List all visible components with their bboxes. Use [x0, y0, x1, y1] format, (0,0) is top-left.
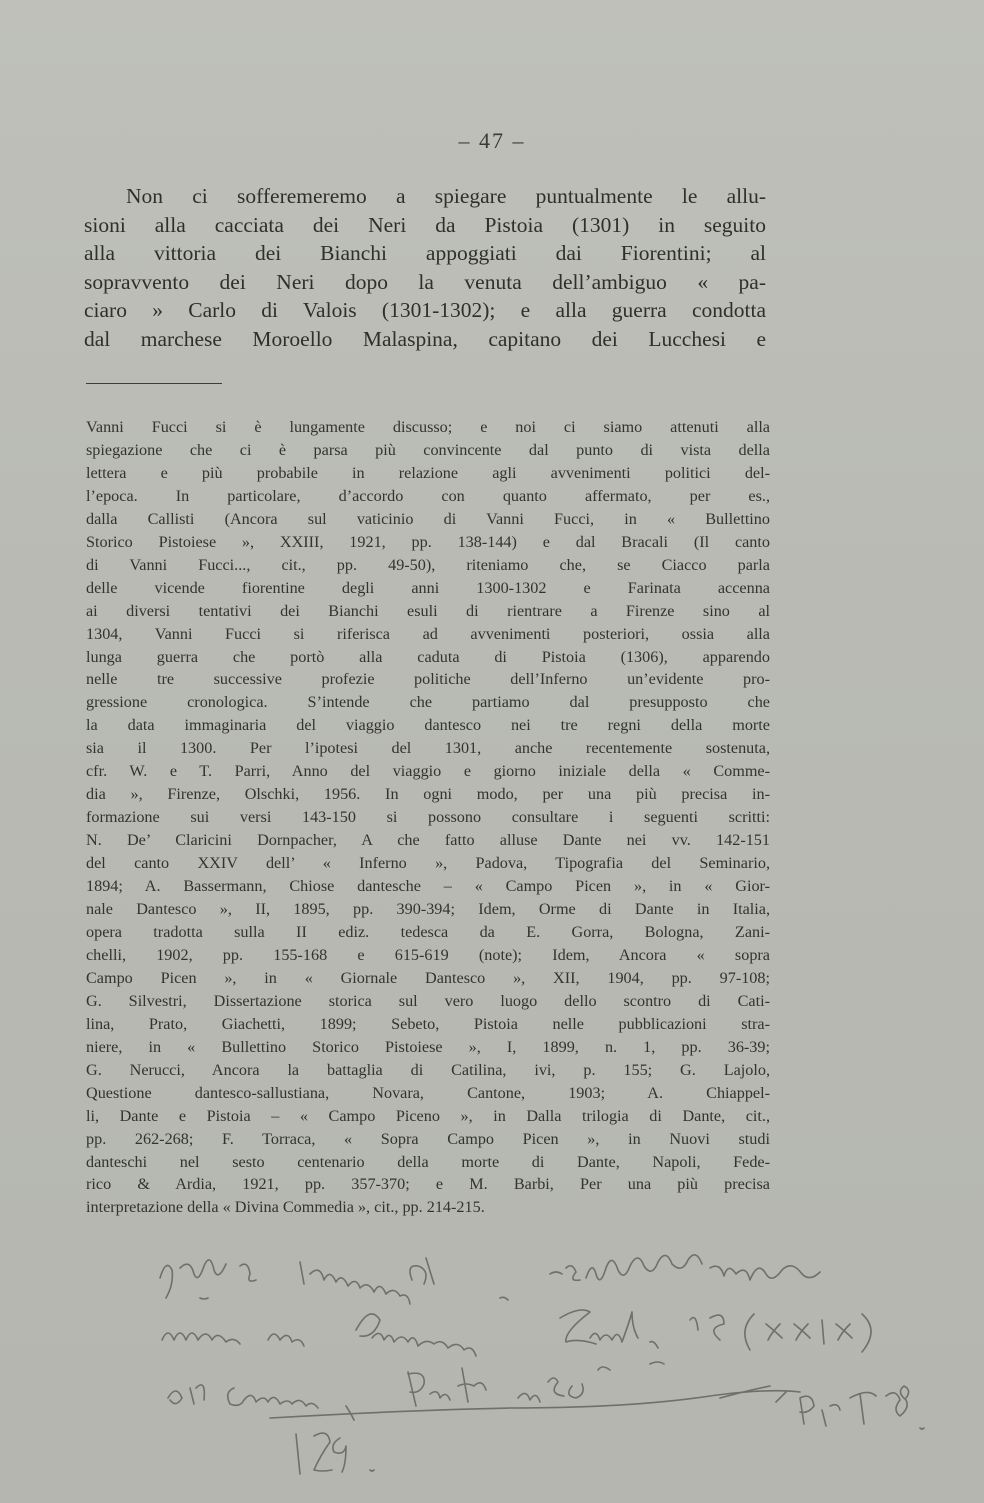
body-line: alla vittoria dei Bianchi appoggiati dai Fiorentini; al	[84, 241, 766, 266]
footnote-line: formazione sui versi 143-150 si possono consultare i seguenti scritti:	[86, 808, 770, 827]
footnote-line: nale Dantesco », II, 1895, pp. 390-394; Idem, Orme di Dante in Italia,	[86, 900, 770, 919]
footnote-line: G. Silvestri, Dissertazione storica sul vero luogo dello scontro di Cati-	[86, 991, 770, 1010]
footnote-line: lunga guerra che portò alla caduta di Pistoia (1306), apparendo	[86, 647, 770, 666]
footnote-line: cfr. W. e T. Parri, Anno del viaggio e giorno iniziale della « Comme-	[86, 762, 770, 781]
footnote-line: G. Nerucci, Ancora la battaglia di Catilina, ivi, p. 155; G. Lajolo,	[86, 1060, 770, 1079]
footnote-line: Vanni Fucci si è lungamente discusso; e noi ci siamo attenuti alla	[86, 418, 770, 436]
footnote-line: lina, Prato, Giachetti, 1899; Sebeto, Pistoia nelle pubblicazioni stra-	[86, 1014, 770, 1033]
footnote-line: Questione dantesco-sallustiana, Novara, Cantone, 1903; A. Chiappel-	[86, 1083, 770, 1102]
footnote-line: sia il 1300. Per l’ipotesi del 1301, anche recentemente sostenuta,	[86, 739, 770, 758]
footnote-line: ai diversi tentativi dei Bianchi esuli di rientrare a Firenze sino al	[86, 601, 770, 620]
page-number: – 47 –	[458, 128, 526, 153]
footnote-line: niere, in « Bullettino Storico Pistoiese », I, 1899, n. 1, pp. 36-39;	[86, 1037, 770, 1056]
footnote-line: li, Dante e Pistoia – « Campo Piceno », in Dalla trilogia di Dante, cit.,	[86, 1106, 770, 1125]
footnote-line: interpretazione della « Divina Commedia », cit., pp. 214-215.	[86, 1198, 485, 1217]
footnote-line: nelle tre successive profezie politiche dell’Inferno un’evidente pro-	[86, 670, 770, 689]
footnote-line: la data immaginaria del viaggio dantesco nei tre regni della morte	[86, 716, 770, 735]
footnote-line: danteschi nel sesto centenario della morte di Dante, Napoli, Fede-	[86, 1152, 770, 1171]
footnote-line: rico & Ardia, 1921, pp. 357-370; e M. Barbi, Per una più precisa	[86, 1175, 770, 1194]
footnote-line: dia », Firenze, Olschki, 1956. In ogni modo, per una più precisa in-	[86, 785, 770, 804]
footnote-line: dalla Callisti (Ancora sul vaticinio di Vanni Fucci, in « Bullettino	[86, 509, 770, 528]
footnote	[86, 416, 770, 1219]
footnote-line: Storico Pistoiese », XXIII, 1921, pp. 138-144) e dal Bracali (Il canto	[86, 532, 770, 551]
footnote-line: opera tradotta sulla II ediz. tedesca da E. Gorra, Bologna, Zani-	[86, 922, 770, 941]
handwriting-scribble	[150, 1238, 950, 1478]
footnote-line: Campo Picen », in « Giornale Dantesco », XII, 1904, pp. 97-108;	[86, 968, 770, 987]
handwritten-pencil-note	[150, 1238, 950, 1478]
body-paragraph	[84, 182, 766, 354]
footnote-line: N. De’ Claricini Dornpacher, A che fatto alluse Dante nei vv. 142-151	[86, 831, 770, 850]
body-line: Non ci sofferemeremo a spiegare puntualmente le allu-	[126, 184, 766, 208]
footnote-line: pp. 262-268; F. Torraca, « Sopra Campo Picen », in Nuovi studi	[86, 1129, 770, 1148]
body-line: sioni alla cacciata dei Neri da Pistoia (1301) in seguito	[84, 212, 766, 237]
footnote-line: lettera e più probabile in relazione agli avvenimenti politici del-	[86, 463, 770, 482]
footnote-line: 1894; A. Bassermann, Chiose dantesche – « Campo Picen », in « Gior-	[86, 877, 770, 896]
footnote-line: spiegazione che ci è parsa più convincente dal punto di vista della	[86, 440, 770, 459]
body-line: sopravvento dei Neri dopo la venuta dell’ambiguo « pa-	[84, 269, 766, 294]
footnote-line: l’epoca. In particolare, d’accordo con quanto affermato, per es.,	[86, 486, 770, 505]
footnote-line: del canto XXIV dell’ « Inferno », Padova, Tipografia del Seminario,	[86, 854, 770, 873]
footnote-separator	[86, 383, 222, 384]
body-line: ciaro » Carlo di Valois (1301-1302); e alla guerra condotta	[84, 298, 766, 323]
footnote-line: chelli, 1902, pp. 155-168 e 615-619 (note); Idem, Ancora « sopra	[86, 945, 770, 964]
footnote-line: delle vicende fiorentine degli anni 1300-1302 e Farinata accenna	[86, 578, 770, 597]
body-line: dal marchese Moroello Malaspina, capitano dei Lucchesi e	[84, 326, 766, 351]
footnote-line: 1304, Vanni Fucci si riferisca ad avvenimenti posteriori, ossia alla	[86, 624, 770, 643]
footnote-line: gressione cronologica. S’intende che partiamo dal presupposto che	[86, 693, 770, 712]
footnote-line: di Vanni Fucci..., cit., pp. 49-50), riteniamo che, se Ciacco parla	[86, 555, 770, 574]
